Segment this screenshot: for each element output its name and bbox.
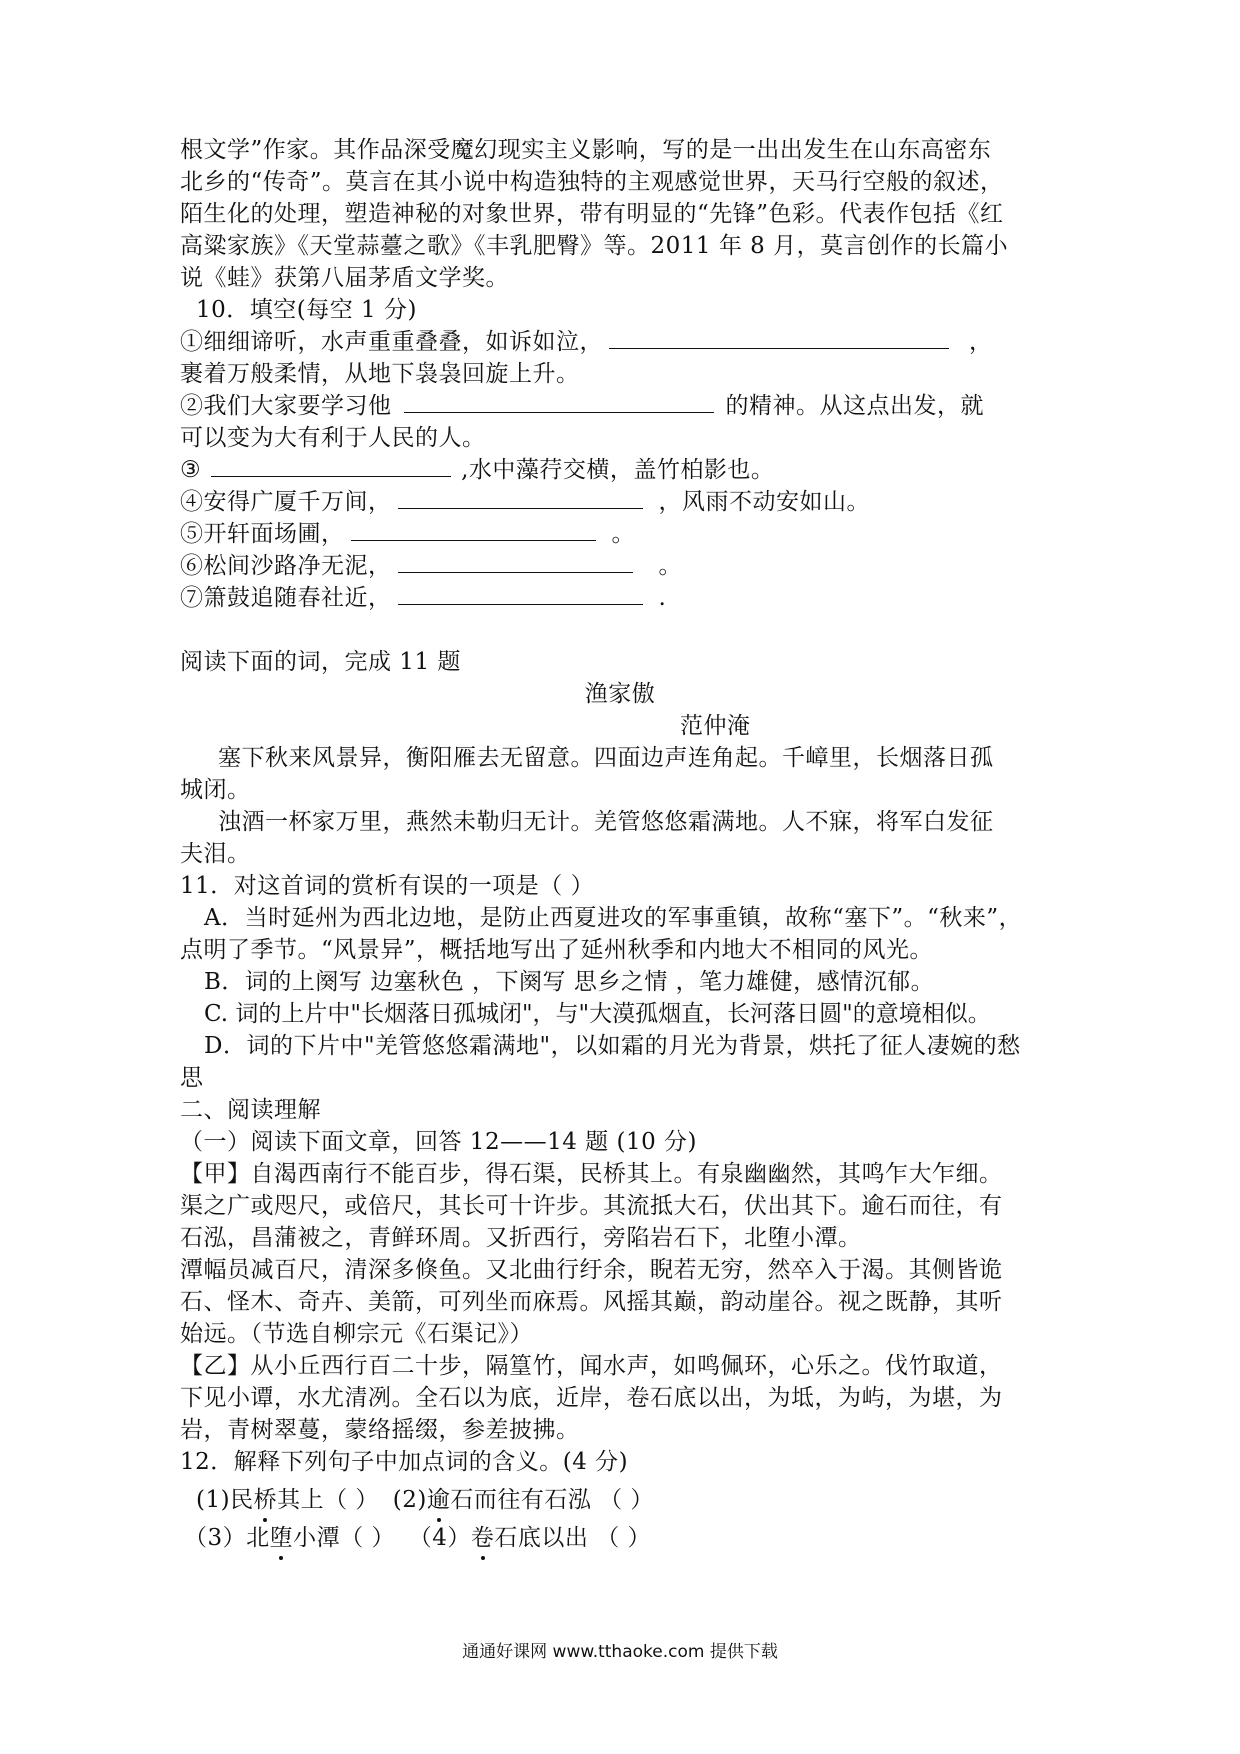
- section-heading: 二、阅读理解: [180, 1097, 321, 1123]
- q12-item-2-dotted-word: 逾: [427, 1484, 451, 1516]
- fill-blank[interactable]: [404, 390, 714, 413]
- poem-prompt: 阅读下面的词，完成 11 题: [180, 649, 461, 675]
- q12-item-3-prefix: （3）北: [184, 1525, 270, 1551]
- poem-line: 夫泪。: [180, 841, 251, 867]
- fill-blank[interactable]: [609, 326, 949, 349]
- q12-item-2-prefix: (2): [392, 1487, 427, 1513]
- intro-line: 陌生化的处理，塑造神秘的对象世界，带有明显的“先锋”色彩。代表作包括《红: [180, 201, 1004, 227]
- q10-item-1: [180, 326, 1080, 358]
- q11-option-d: D．词的下片中"羌管悠悠霜满地"，以如霜的月光为背景，烘托了征人凄婉的愁: [204, 1033, 1021, 1059]
- q10-item-1-tail: ，: [969, 329, 993, 355]
- q10-item-7: [180, 582, 1080, 614]
- q10-title: 10．填空(每空 1 分): [196, 297, 417, 323]
- poem-line: 塞下秋来风景异，衡阳雁去无留意。四面边声连角起。千嶂里，长烟落日孤: [218, 745, 994, 771]
- q10-item-1-cont: 裹着万般柔情，从地下袅袅回旋上升。: [180, 361, 580, 387]
- q12-item-4-prefix: （4）: [408, 1525, 471, 1551]
- q10-item-3: [180, 454, 1080, 486]
- fill-blank[interactable]: [211, 454, 451, 477]
- q12-item-4-dotted-word: 卷: [471, 1522, 495, 1554]
- q10-item-3-prompt: ③: [180, 457, 202, 483]
- q12-item-3-rest: 小潭（ ）: [293, 1525, 395, 1551]
- intro-line: 高粱家族》《天堂蒜薹之歌》《丰乳肥臀》等。2011 年 8 月，莫言创作的长篇小: [180, 233, 1009, 259]
- passage-jia-line: 始远。（节选自柳宗元《石渠记》）: [180, 1321, 533, 1347]
- fill-blank[interactable]: [398, 582, 643, 605]
- poem-author: 范仲淹: [680, 713, 751, 739]
- passage-jia-line: 渠之广或咫尺，或倍尺，其长可十许步。其流抵大石，伏出其下。逾石而往，有: [180, 1193, 1003, 1219]
- q12-item-1-prefix: (1)民: [196, 1487, 254, 1513]
- q10-item-6: [180, 550, 1080, 582]
- passage-yi-line: 下见小谭，水尤清冽。全石以为底，近岸，卷石底以出，为坻，为屿，为堪，为: [180, 1385, 1003, 1411]
- q10-item-6-tail: 。: [658, 553, 682, 579]
- q10-item-5-prompt: ⑤开轩面场圃，: [180, 521, 345, 547]
- q10-item-4-tail: ，风雨不动安如山。: [658, 489, 870, 515]
- q11-option-c: C. 词的上片中"长烟落日孤城闭"，与"大漠孤烟直，长河落日圆"的意境相似。: [204, 1001, 991, 1027]
- page-footer: 通通好课网 www.tthaoke.com 提供下载: [462, 1642, 778, 1662]
- poem-title: 渔家傲: [584, 681, 656, 707]
- passage-yi-line: 【乙】从小丘西行百二十步，隔篁竹，闻水声，如鸣佩环，心乐之。伐竹取道，: [180, 1353, 1003, 1379]
- q10-item-6-prompt: ⑥松间沙路净无泥，: [180, 553, 392, 579]
- q10-item-3-tail: ,水中藻荇交横，盖竹柏影也。: [461, 457, 775, 483]
- passage-jia-line: 石泓，昌蒲被之，青鲜环周。又折西行，旁陷岩石下，北堕小潭。: [180, 1225, 862, 1251]
- q10-item-1-prompt: ①细细谛听，水声重重叠叠，如诉如泣，: [180, 329, 603, 355]
- poem-line: 城闭。: [180, 777, 251, 803]
- q11-option-b: B．词的上阕写 边塞秋色 ，下阕写 思乡之情 ，笔力雄健，感情沉郁。: [204, 969, 935, 995]
- q11-option-d-cont: 思: [180, 1065, 204, 1091]
- q10-item-2-tail: 的精神。从这点出发，就: [725, 393, 984, 419]
- q12-row-2: [184, 1522, 1084, 1554]
- q10-item-2-prompt: ②我们大家要学习他: [180, 393, 392, 419]
- q10-item-7-tail: .: [658, 585, 667, 611]
- q12-item-1-rest: 其上（ ）: [277, 1487, 379, 1513]
- passage-yi-line: 岩，青树翠蔓，蒙络摇缀，参差披拂。: [180, 1417, 580, 1443]
- q10-item-4-prompt: ④安得广厦千万间，: [180, 489, 392, 515]
- q11-stem: 11．对这首词的赏析有误的一项是（ ）: [180, 873, 595, 899]
- q10-item-4: [180, 486, 1080, 518]
- q11-option-a: A．当时延州为西北边地，是防止西夏进攻的军事重镇，故称“塞下”。“秋来”，: [204, 905, 1023, 931]
- q10-item-7-prompt: ⑦箫鼓追随春社近，: [180, 585, 392, 611]
- fill-blank[interactable]: [398, 550, 633, 573]
- q12-stem: 12．解释下列句子中加点词的含义。(4 分): [180, 1449, 629, 1475]
- intro-line: 说《蛙》获第八届茅盾文学奖。: [180, 265, 509, 291]
- q12-item-1-dotted-word: 桥: [254, 1484, 278, 1516]
- q12-row-1: [196, 1484, 1096, 1516]
- q10-item-2: [180, 390, 1080, 422]
- q10-item-5: [180, 518, 1080, 550]
- q10-item-2-cont: 可以变为大有利于人民的人。: [180, 425, 486, 451]
- q12-item-4-rest: 石底以出 （ ）: [494, 1525, 652, 1551]
- fill-blank[interactable]: [351, 518, 596, 541]
- intro-line: 根文学”作家。其作品深受魔幻现实主义影响，写的是一出出发生在山东高密东: [180, 137, 992, 163]
- q10-item-5-tail: 。: [611, 521, 635, 547]
- q11-option-a-cont: 点明了季节。“风景异”，概括地写出了延州秋季和内地大不相同的风光。: [180, 937, 934, 963]
- q12-item-3-dotted-word: 堕: [270, 1522, 294, 1554]
- section-subheading: （一）阅读下面文章，回答 12——14 题 (10 分): [180, 1129, 697, 1155]
- passage-jia-line: 石、怪木、奇卉、美箭，可列坐而庥焉。风摇其巅，韵动崖谷。视之既静，其听: [180, 1289, 1003, 1315]
- q12-item-2-rest: 石而往有石泓 （ ）: [450, 1487, 654, 1513]
- passage-jia-line: 【甲】自渴西南行不能百步，得石渠，民桥其上。有泉幽幽然，其鸣乍大乍细。: [180, 1161, 1003, 1187]
- poem-line: 浊酒一杯家万里，燕然未勒归无计。羌管悠悠霜满地。人不寐，将军白发征: [218, 809, 994, 835]
- intro-line: 北乡的“传奇”。莫言在其小说中构造独特的主观感觉世界，天马行空般的叙述，: [180, 169, 1004, 195]
- fill-blank[interactable]: [398, 486, 643, 509]
- passage-jia-line: 潭幅员减百尺，清深多倏鱼。又北曲行纡余，睨若无穷，然卒入于渴。其侧皆诡: [180, 1257, 1003, 1283]
